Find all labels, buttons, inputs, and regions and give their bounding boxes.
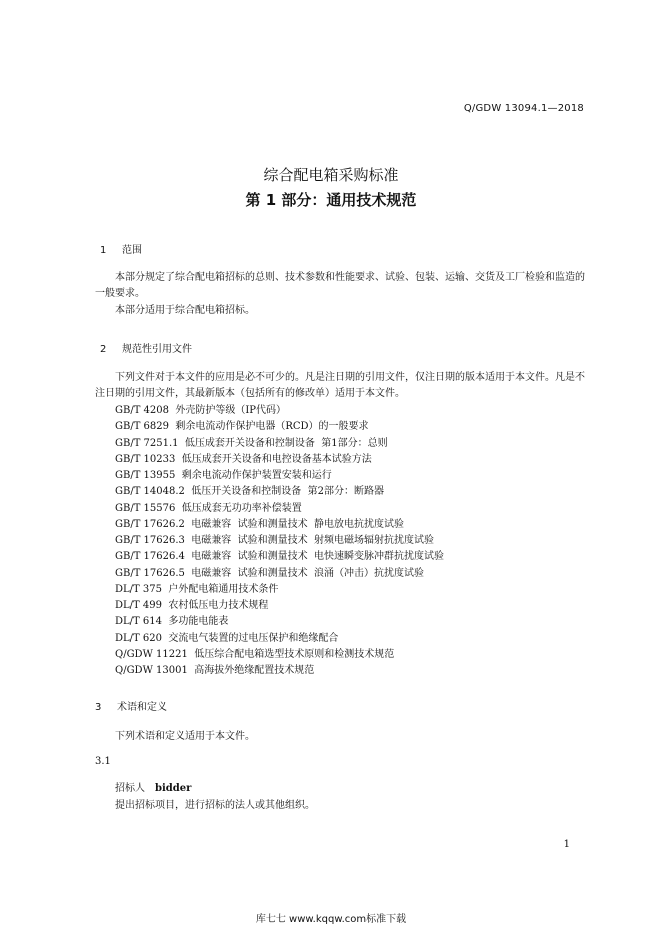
- section-1-title: 范围: [122, 245, 142, 256]
- section-3-paragraph-1: 下列术语和定义适用于本文件。: [115, 731, 255, 742]
- document-title: 综合配电箱采购标准: [263, 166, 399, 184]
- term-definition: 提出招标项目，进行招标的法人或其他组织。: [115, 800, 315, 811]
- reference-item: DL/T 614 多功能电能表: [115, 616, 229, 628]
- reference-item: GB/T 14048.2 低压开关设备和控制设备 第2部分：断路器: [115, 486, 384, 498]
- document-id: Q/GDW 13094.1—2018: [463, 103, 584, 114]
- reference-item: GB/T 4208 外壳防护等级（IP代码）: [115, 405, 287, 416]
- section-3-heading: [95, 698, 167, 713]
- section-1-paragraph-2: 本部分适用于综合配电箱招标。: [115, 305, 255, 316]
- section-2-paragraph-1: 下列文件对于本文件的应用是必不可少的。凡是注日期的引用文件，仅注日期的版本适用于本文件。凡是不注日期的引用文件，其最新版本（包括所有的修改单）适用于本文件。: [95, 372, 585, 399]
- term-entry: [115, 779, 191, 794]
- section-1-heading: [100, 241, 142, 256]
- section-2-title: 规范性引用文件: [122, 344, 192, 355]
- reference-item: DL/T 499 农村低压电力技术规程: [115, 600, 269, 611]
- section-3-title: 术语和定义: [117, 702, 167, 713]
- reference-item: GB/T 17626.3 电磁兼容 试验和测量技术 射频电磁场辐射抗扰度试验: [115, 535, 434, 546]
- section-2-heading: [100, 340, 192, 355]
- reference-item: GB/T 15576 低压成套无功功率补偿装置: [115, 502, 302, 514]
- reference-item: Q/GDW 13001 高海拔外绝缘配置技术规范: [115, 665, 315, 676]
- reference-item: DL/T 375 户外配电箱通用技术条件: [115, 583, 279, 595]
- document-subtitle: 第 1 部分：通用技术规范: [245, 191, 417, 209]
- footer-watermark: 库七七 www.kqqw.com标准下载: [255, 914, 407, 925]
- section-2-number: 2: [100, 344, 107, 355]
- reference-item: GB/T 10233 低压成套开关设备和电控设备基本试验方法: [115, 453, 372, 465]
- reference-item: GB/T 17626.5 电磁兼容 试验和测量技术 浪涌（冲击）抗扰度试验: [115, 567, 424, 579]
- reference-list: [115, 403, 444, 679]
- subsection-number: 3.1: [95, 756, 111, 767]
- reference-item: GB/T 17626.4 电磁兼容 试验和测量技术 电快速瞬变脉冲群抗扰度试验: [115, 551, 444, 563]
- reference-item: Q/GDW 11221 低压综合配电箱选型技术原则和检测技术规范: [115, 648, 395, 660]
- reference-item: GB/T 17626.2 电磁兼容 试验和测量技术 静电放电抗扰度试验: [115, 518, 404, 530]
- term-english: bidder: [155, 783, 192, 794]
- reference-item: GB/T 13955 剩余电流动作保护装置安装和运行: [115, 470, 332, 481]
- reference-item: GB/T 7251.1 低压成套开关设备和控制设备 第1部分：总则: [115, 437, 388, 449]
- section-1-number: 1: [100, 245, 107, 256]
- term-chinese: 招标人: [115, 783, 145, 794]
- reference-item: GB/T 6829 剩余电流动作保护电器（RCD）的一般要求: [115, 421, 369, 433]
- page-number: 1: [563, 839, 570, 850]
- section-1-paragraph-1: 本部分规定了综合配电箱招标的总则、技术参数和性能要求、试验、包装、运输、交货及工厂检验和监造的一般要求。: [95, 272, 585, 299]
- section-3-number: 3: [95, 702, 102, 713]
- reference-item: DL/T 620 交流电气装置的过电压保护和绝缘配合: [115, 632, 339, 644]
